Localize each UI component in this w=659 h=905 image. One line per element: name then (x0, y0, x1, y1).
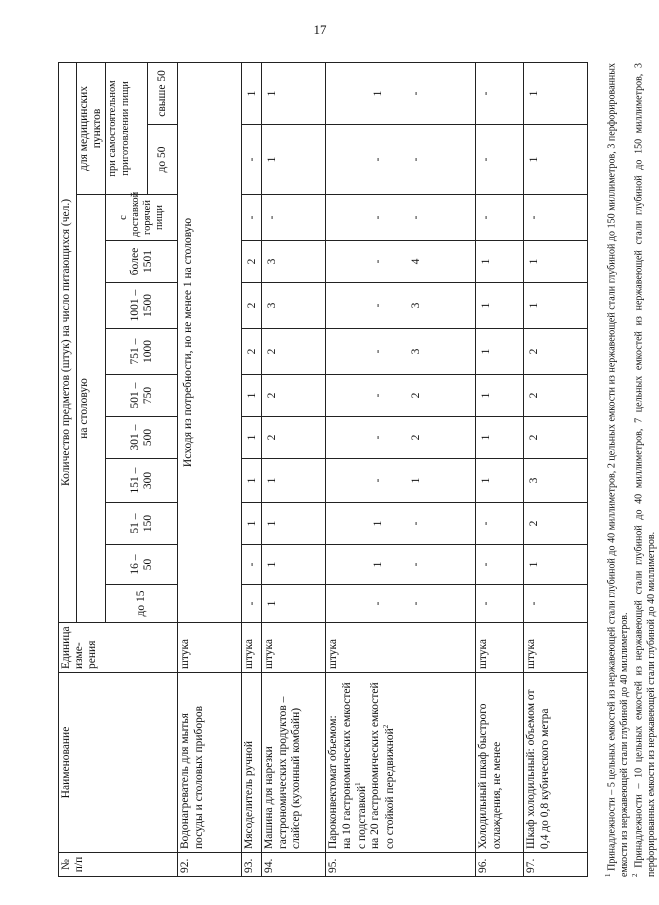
value-10-gn: - (372, 259, 385, 264)
footnotes (604, 63, 659, 877)
row-value: - (476, 62, 524, 124)
row-value: 1 (242, 459, 262, 503)
row-num: 96. (476, 853, 524, 877)
row-unit: штука (326, 623, 476, 673)
table-row (524, 62, 588, 876)
equipment-table (58, 62, 588, 877)
value-10-gn: - (372, 435, 385, 440)
header-range-8: более 1501 (106, 241, 178, 283)
row-value: 1 (262, 585, 326, 623)
header-range-4: 301 – 500 (106, 417, 178, 459)
row-value: 2 (524, 503, 588, 545)
row-span-text: Исходя из потребности, но не менее 1 на столовую (178, 62, 242, 622)
row-value: 1 (242, 417, 262, 459)
row-value: - (524, 195, 588, 241)
value-10-gn: - (372, 349, 385, 354)
header-range-6: 751 – 1000 (106, 329, 178, 375)
value-10-gn: - (372, 601, 385, 606)
row-value: 1 (476, 329, 524, 375)
header-name: Наименование (59, 673, 178, 853)
row-num: 95. (326, 853, 476, 877)
row-value (326, 62, 476, 124)
row-value: 1 (476, 241, 524, 283)
row-num: 94. (262, 853, 326, 877)
rotated-page-content (58, 57, 658, 877)
value-20-gn: 1 (409, 477, 422, 484)
row-value: 2 (524, 417, 588, 459)
value-20-gn: - (409, 215, 422, 220)
row-value: 2 (242, 329, 262, 375)
value-10-gn: 1 (372, 90, 385, 97)
table-row (476, 62, 524, 876)
row-value: - (476, 195, 524, 241)
row-unit: штука (524, 623, 588, 673)
value-20-gn: - (409, 521, 422, 526)
row-value: 1 (524, 125, 588, 195)
row-unit: штука (476, 623, 524, 673)
footnote-2: $^2$ Принадлежности – 10 цельных емкостей из нержавеющей стали глубиной до 40 миллиметров, 7 цельных емкостей из нержавеющей стали глубиной до 150 миллиметров, 3 перфорированных емкости из нержавеющей стали глубиной до 40 миллиметров. (631, 62, 658, 877)
header-range-3: 151 – 300 (106, 459, 178, 503)
row-value: 2 (262, 375, 326, 417)
value-10-gn: - (372, 393, 385, 398)
row-value: 3 (262, 283, 326, 329)
row-value: - (242, 545, 262, 585)
row-value (326, 545, 476, 585)
row-value: 3 (262, 241, 326, 283)
value-20-gn: 3 (409, 302, 422, 309)
table-row (242, 62, 262, 876)
row-name: Машина для нарезки гастрономических продуктов – слайсер (кухонный комбайн) (262, 673, 326, 853)
header-num: № п/п (59, 853, 178, 877)
row-value: 1 (524, 545, 588, 585)
row-num: 92. (178, 853, 242, 877)
row-value: 1 (262, 503, 326, 545)
header-self-cooking: при самостоятельном приготовлении пищи (106, 62, 148, 194)
row-name: Шкаф холодильный: объемом от 0,4 до 0,8 кубического метра (524, 673, 588, 853)
value-20-gn: - (409, 157, 422, 162)
value-10-gn: - (372, 303, 385, 308)
row-value: 2 (242, 241, 262, 283)
row-value (326, 459, 476, 503)
header-range-5: 501 – 750 (106, 375, 178, 417)
row-value: - (262, 195, 326, 241)
row-unit: штука (262, 623, 326, 673)
value-10-gn: 1 (372, 520, 385, 527)
value-10-gn: 1 (372, 561, 385, 568)
header-canteen: на столовую (77, 195, 106, 623)
row-value (326, 585, 476, 623)
value-20-gn: - (409, 601, 422, 606)
row-value: 1 (242, 503, 262, 545)
row-value: 1 (262, 459, 326, 503)
row-name: Мясоделитель ручной (242, 673, 262, 853)
value-20-gn: - (409, 562, 422, 567)
row-value: 2 (524, 329, 588, 375)
value-10-gn: - (372, 157, 385, 162)
row-value: 3 (524, 459, 588, 503)
row-value: 1 (262, 125, 326, 195)
row-value: - (242, 195, 262, 241)
row-value: - (242, 125, 262, 195)
row-value: - (476, 125, 524, 195)
row-value: 1 (476, 417, 524, 459)
table-row (326, 62, 476, 876)
value-10-gn: - (372, 215, 385, 220)
row-unit: штука (178, 623, 242, 673)
row-value (326, 195, 476, 241)
value-20-gn: 4 (409, 258, 422, 265)
header-range-0: до 15 (106, 585, 178, 623)
table-row (262, 62, 326, 876)
row-value: 2 (262, 329, 326, 375)
row-num: 97. (524, 853, 588, 877)
row-value: - (524, 585, 588, 623)
row-value (326, 329, 476, 375)
row-value: 1 (524, 283, 588, 329)
table-row (178, 62, 242, 876)
row-value: - (476, 545, 524, 585)
row-name-part: Пароконвектомат объемом: (327, 715, 340, 849)
header-med-range-0: до 50 (148, 125, 178, 195)
header-range-7: 1001 – 1500 (106, 283, 178, 329)
row-name: Пароконвектомат объемом: на 10 гастрономических емкостей с подставкой$^1$ на 20 гастрономических емкостей со стойкой передвижной$^2$ (326, 673, 476, 853)
value-20-gn: 2 (409, 392, 422, 399)
row-value: 2 (524, 375, 588, 417)
row-value: - (476, 585, 524, 623)
row-value: 1 (476, 459, 524, 503)
header-hot-delivery: с доставкой горячей пищи (106, 195, 178, 241)
row-value: 2 (262, 417, 326, 459)
row-value (326, 125, 476, 195)
header-unit: Единица изме-рения (59, 623, 178, 673)
value-10-gn: - (372, 478, 385, 483)
row-value: 1 (476, 283, 524, 329)
row-name-part: на 20 гастрономических емкостей со стойкой передвижной (368, 682, 396, 849)
page-number: 17 (313, 22, 327, 37)
row-name: Холодильный шкаф быстрого охлаждения, не менее (476, 673, 524, 853)
value-20-gn: 3 (409, 348, 422, 355)
header-qty: Количество предметов (штук) на число питающихся (чел.) (59, 62, 77, 622)
row-value: 1 (476, 375, 524, 417)
row-value: 1 (242, 375, 262, 417)
header-medical: для медицинских пунктов (77, 62, 106, 194)
header-range-2: 51 – 150 (106, 503, 178, 545)
row-value (326, 375, 476, 417)
row-value (326, 241, 476, 283)
footnote-1: $^1$ Принадлежности – 5 цельных емкостей из нержавеющей стали глубиной до 40 миллиметров, 2 цельных емкости из нержавеющей стали глубиной до 150 миллиметров, 3 перфорированных емкости из нержавеющей стали глубиной до 40 миллиметров. (604, 63, 630, 877)
row-value: - (242, 585, 262, 623)
row-unit: штука (242, 623, 262, 673)
row-value: - (476, 503, 524, 545)
row-value: 1 (262, 545, 326, 585)
row-value (326, 283, 476, 329)
row-num: 93. (242, 853, 262, 877)
value-20-gn: 2 (409, 434, 422, 441)
row-value: 1 (524, 241, 588, 283)
row-value: 1 (242, 62, 262, 124)
header-med-range-1: свыше 50 (148, 62, 178, 124)
row-name-part: на 10 гастрономических емкостей с подставкой (340, 682, 368, 849)
row-value: 2 (242, 283, 262, 329)
row-value (326, 503, 476, 545)
row-value (326, 417, 476, 459)
row-name: Водонагреватель для мытья посуды и столовых приборов (178, 673, 242, 853)
header-range-1: 16 – 50 (106, 545, 178, 585)
row-value: 1 (262, 62, 326, 124)
value-20-gn: - (409, 91, 422, 96)
row-value: 1 (524, 62, 588, 124)
